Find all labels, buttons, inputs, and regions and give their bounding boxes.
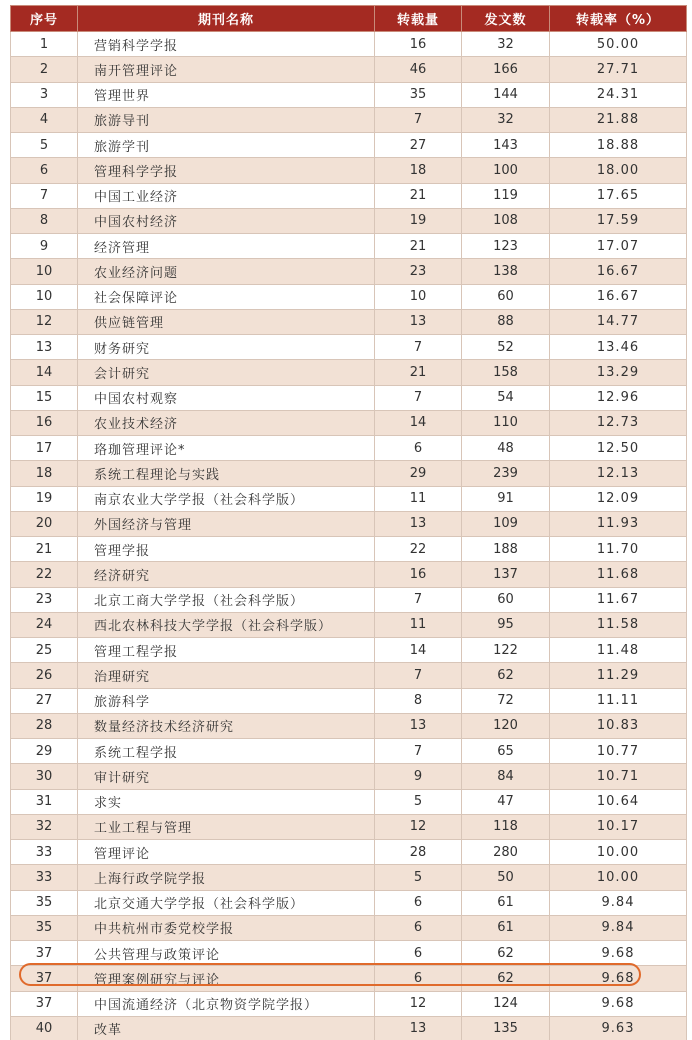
cell-journal-name: 管理学报 — [78, 537, 375, 562]
cell-reprint-count: 13 — [375, 511, 462, 536]
cell-reprint-count: 22 — [375, 537, 462, 562]
table-row — [11, 865, 687, 890]
cell-index: 9 — [11, 234, 78, 259]
cell-journal-name: 管理工程学报 — [78, 638, 375, 663]
cell-reprint-count: 21 — [375, 183, 462, 208]
table-row — [11, 537, 687, 562]
cell-journal-name: 上海行政学院学报 — [78, 865, 375, 890]
cell-journal-name: 社会保障评论 — [78, 284, 375, 309]
cell-reprint-count: 16 — [375, 32, 462, 57]
cell-journal-name: 系统工程理论与实践 — [78, 461, 375, 486]
cell-journal-name: 中国工业经济 — [78, 183, 375, 208]
journal-reprint-table — [10, 5, 687, 1040]
cell-publish-count: 108 — [462, 208, 550, 233]
cell-index: 37 — [11, 966, 78, 991]
cell-reprint-rate: 12.13 — [550, 461, 687, 486]
cell-index: 35 — [11, 915, 78, 940]
table-row — [11, 436, 687, 461]
cell-journal-name: 营销科学学报 — [78, 32, 375, 57]
table-row — [11, 1016, 687, 1040]
table-row — [11, 234, 687, 259]
cell-reprint-count: 7 — [375, 107, 462, 132]
cell-publish-count: 109 — [462, 511, 550, 536]
cell-index: 35 — [11, 890, 78, 915]
cell-reprint-rate: 16.67 — [550, 259, 687, 284]
cell-journal-name: 管理案例研究与评论 — [78, 966, 375, 991]
cell-reprint-count: 14 — [375, 638, 462, 663]
cell-index: 24 — [11, 612, 78, 637]
cell-publish-count: 120 — [462, 713, 550, 738]
cell-index: 40 — [11, 1016, 78, 1040]
table-row — [11, 360, 687, 385]
cell-index: 31 — [11, 789, 78, 814]
cell-journal-name: 外国经济与管理 — [78, 511, 375, 536]
cell-reprint-count: 7 — [375, 385, 462, 410]
cell-publish-count: 32 — [462, 107, 550, 132]
table-row — [11, 890, 687, 915]
cell-index: 33 — [11, 865, 78, 890]
cell-reprint-count: 18 — [375, 158, 462, 183]
cell-index: 7 — [11, 183, 78, 208]
cell-journal-name: 农业经济问题 — [78, 259, 375, 284]
table-row — [11, 814, 687, 839]
cell-index: 10 — [11, 259, 78, 284]
cell-publish-count: 88 — [462, 309, 550, 334]
table-row — [11, 587, 687, 612]
cell-index: 32 — [11, 814, 78, 839]
cell-reprint-count: 7 — [375, 739, 462, 764]
cell-reprint-rate: 17.07 — [550, 234, 687, 259]
cell-journal-name: 系统工程学报 — [78, 739, 375, 764]
cell-publish-count: 118 — [462, 814, 550, 839]
cell-publish-count: 60 — [462, 587, 550, 612]
cell-reprint-rate: 11.67 — [550, 587, 687, 612]
cell-reprint-rate: 27.71 — [550, 57, 687, 82]
table-row — [11, 511, 687, 536]
table-row — [11, 32, 687, 57]
table-body — [11, 32, 687, 1040]
cell-journal-name: 北京工商大学学报（社会科学版） — [78, 587, 375, 612]
table-row — [11, 57, 687, 82]
cell-publish-count: 110 — [462, 410, 550, 435]
cell-reprint-count: 7 — [375, 663, 462, 688]
cell-publish-count: 47 — [462, 789, 550, 814]
cell-index: 12 — [11, 309, 78, 334]
cell-index: 1 — [11, 32, 78, 57]
cell-reprint-rate: 12.96 — [550, 385, 687, 410]
table-row — [11, 915, 687, 940]
cell-index: 8 — [11, 208, 78, 233]
cell-reprint-count: 6 — [375, 436, 462, 461]
cell-publish-count: 32 — [462, 32, 550, 57]
cell-index: 5 — [11, 133, 78, 158]
cell-index: 16 — [11, 410, 78, 435]
cell-reprint-count: 11 — [375, 486, 462, 511]
cell-index: 21 — [11, 537, 78, 562]
cell-journal-name: 求实 — [78, 789, 375, 814]
cell-index: 13 — [11, 335, 78, 360]
cell-journal-name: 农业技术经济 — [78, 410, 375, 435]
cell-reprint-count: 13 — [375, 1016, 462, 1040]
cell-publish-count: 122 — [462, 638, 550, 663]
table-row — [11, 259, 687, 284]
cell-reprint-rate: 9.84 — [550, 890, 687, 915]
header-reprint-rate: 转载率（%） — [550, 6, 687, 32]
cell-reprint-count: 28 — [375, 840, 462, 865]
table-row — [11, 638, 687, 663]
cell-reprint-rate: 50.00 — [550, 32, 687, 57]
table-row — [11, 688, 687, 713]
cell-reprint-count: 6 — [375, 941, 462, 966]
cell-publish-count: 124 — [462, 991, 550, 1016]
cell-publish-count: 188 — [462, 537, 550, 562]
cell-reprint-rate: 11.58 — [550, 612, 687, 637]
cell-reprint-count: 13 — [375, 309, 462, 334]
table-row — [11, 612, 687, 637]
cell-reprint-rate: 10.71 — [550, 764, 687, 789]
cell-reprint-rate: 9.68 — [550, 941, 687, 966]
cell-reprint-count: 9 — [375, 764, 462, 789]
table-row — [11, 133, 687, 158]
cell-index: 22 — [11, 562, 78, 587]
cell-journal-name: 管理评论 — [78, 840, 375, 865]
cell-publish-count: 52 — [462, 335, 550, 360]
cell-reprint-rate: 11.48 — [550, 638, 687, 663]
cell-reprint-count: 21 — [375, 234, 462, 259]
cell-reprint-rate: 24.31 — [550, 82, 687, 107]
table-row — [11, 739, 687, 764]
cell-journal-name: 中国农村观察 — [78, 385, 375, 410]
cell-journal-name: 西北农林科技大学学报（社会科学版） — [78, 612, 375, 637]
cell-journal-name: 供应链管理 — [78, 309, 375, 334]
cell-reprint-count: 5 — [375, 865, 462, 890]
cell-reprint-rate: 14.77 — [550, 309, 687, 334]
cell-reprint-count: 11 — [375, 612, 462, 637]
header-publish-count: 发文数 — [462, 6, 550, 32]
cell-reprint-count: 21 — [375, 360, 462, 385]
cell-reprint-rate: 17.59 — [550, 208, 687, 233]
cell-journal-name: 旅游学刊 — [78, 133, 375, 158]
cell-index: 37 — [11, 941, 78, 966]
cell-reprint-count: 27 — [375, 133, 462, 158]
cell-reprint-rate: 13.46 — [550, 335, 687, 360]
cell-index: 33 — [11, 840, 78, 865]
table-row — [11, 335, 687, 360]
cell-index: 19 — [11, 486, 78, 511]
cell-reprint-rate: 16.67 — [550, 284, 687, 309]
table-row-highlighted — [11, 966, 687, 991]
cell-reprint-count: 12 — [375, 814, 462, 839]
cell-journal-name: 中国农村经济 — [78, 208, 375, 233]
cell-publish-count: 137 — [462, 562, 550, 587]
cell-publish-count: 123 — [462, 234, 550, 259]
cell-publish-count: 100 — [462, 158, 550, 183]
cell-journal-name: 旅游科学 — [78, 688, 375, 713]
cell-index: 10 — [11, 284, 78, 309]
cell-reprint-rate: 17.65 — [550, 183, 687, 208]
cell-publish-count: 72 — [462, 688, 550, 713]
cell-reprint-count: 5 — [375, 789, 462, 814]
cell-publish-count: 60 — [462, 284, 550, 309]
cell-reprint-rate: 11.68 — [550, 562, 687, 587]
cell-reprint-count: 6 — [375, 890, 462, 915]
cell-index: 2 — [11, 57, 78, 82]
cell-publish-count: 65 — [462, 739, 550, 764]
cell-publish-count: 138 — [462, 259, 550, 284]
table-row — [11, 789, 687, 814]
table-row — [11, 385, 687, 410]
table-row — [11, 309, 687, 334]
cell-publish-count: 166 — [462, 57, 550, 82]
table-row — [11, 991, 687, 1016]
header-index: 序号 — [11, 6, 78, 32]
cell-journal-name: 管理科学学报 — [78, 158, 375, 183]
cell-reprint-rate: 9.63 — [550, 1016, 687, 1040]
cell-reprint-rate: 9.68 — [550, 966, 687, 991]
cell-publish-count: 61 — [462, 890, 550, 915]
table-row — [11, 82, 687, 107]
cell-publish-count: 144 — [462, 82, 550, 107]
cell-journal-name: 数量经济技术经济研究 — [78, 713, 375, 738]
cell-index: 28 — [11, 713, 78, 738]
cell-index: 23 — [11, 587, 78, 612]
cell-journal-name: 中共杭州市委党校学报 — [78, 915, 375, 940]
cell-publish-count: 48 — [462, 436, 550, 461]
cell-publish-count: 62 — [462, 663, 550, 688]
cell-reprint-rate: 10.00 — [550, 865, 687, 890]
cell-index: 30 — [11, 764, 78, 789]
cell-publish-count: 91 — [462, 486, 550, 511]
cell-reprint-count: 14 — [375, 410, 462, 435]
cell-publish-count: 135 — [462, 1016, 550, 1040]
table-row — [11, 486, 687, 511]
cell-journal-name: 治理研究 — [78, 663, 375, 688]
cell-publish-count: 143 — [462, 133, 550, 158]
table-row — [11, 713, 687, 738]
cell-publish-count: 54 — [462, 385, 550, 410]
cell-publish-count: 61 — [462, 915, 550, 940]
cell-index: 27 — [11, 688, 78, 713]
cell-reprint-count: 7 — [375, 587, 462, 612]
cell-reprint-rate: 11.70 — [550, 537, 687, 562]
cell-index: 25 — [11, 638, 78, 663]
cell-index: 14 — [11, 360, 78, 385]
cell-index: 18 — [11, 461, 78, 486]
table-row — [11, 461, 687, 486]
cell-index: 20 — [11, 511, 78, 536]
cell-index: 37 — [11, 991, 78, 1016]
cell-reprint-rate: 12.73 — [550, 410, 687, 435]
cell-reprint-count: 46 — [375, 57, 462, 82]
cell-journal-name: 中国流通经济（北京物资学院学报） — [78, 991, 375, 1016]
table-row — [11, 107, 687, 132]
table-row — [11, 764, 687, 789]
cell-journal-name: 南京农业大学学报（社会科学版） — [78, 486, 375, 511]
cell-reprint-count: 6 — [375, 966, 462, 991]
cell-publish-count: 239 — [462, 461, 550, 486]
cell-journal-name: 审计研究 — [78, 764, 375, 789]
cell-reprint-rate: 12.50 — [550, 436, 687, 461]
cell-publish-count: 50 — [462, 865, 550, 890]
table-row — [11, 663, 687, 688]
table-row — [11, 562, 687, 587]
table-row — [11, 840, 687, 865]
cell-journal-name: 改革 — [78, 1016, 375, 1040]
cell-reprint-rate: 12.09 — [550, 486, 687, 511]
cell-publish-count: 62 — [462, 966, 550, 991]
cell-publish-count: 62 — [462, 941, 550, 966]
table-row — [11, 208, 687, 233]
table-row — [11, 941, 687, 966]
cell-index: 17 — [11, 436, 78, 461]
cell-reprint-count: 16 — [375, 562, 462, 587]
cell-reprint-count: 12 — [375, 991, 462, 1016]
cell-publish-count: 95 — [462, 612, 550, 637]
cell-reprint-count: 8 — [375, 688, 462, 713]
cell-reprint-rate: 11.11 — [550, 688, 687, 713]
cell-index: 15 — [11, 385, 78, 410]
header-reprint-count: 转载量 — [375, 6, 462, 32]
table-row — [11, 284, 687, 309]
cell-journal-name: 经济管理 — [78, 234, 375, 259]
cell-publish-count: 84 — [462, 764, 550, 789]
cell-publish-count: 158 — [462, 360, 550, 385]
cell-reprint-rate: 10.77 — [550, 739, 687, 764]
header-row — [11, 6, 687, 32]
cell-journal-name: 南开管理评论 — [78, 57, 375, 82]
cell-index: 26 — [11, 663, 78, 688]
cell-journal-name: 旅游导刊 — [78, 107, 375, 132]
cell-journal-name: 工业工程与管理 — [78, 814, 375, 839]
table-row — [11, 158, 687, 183]
cell-reprint-rate: 10.17 — [550, 814, 687, 839]
cell-reprint-rate: 18.00 — [550, 158, 687, 183]
cell-reprint-rate: 18.88 — [550, 133, 687, 158]
cell-reprint-rate: 10.83 — [550, 713, 687, 738]
cell-reprint-rate: 11.93 — [550, 511, 687, 536]
table-row — [11, 410, 687, 435]
cell-reprint-rate: 10.00 — [550, 840, 687, 865]
cell-reprint-rate: 11.29 — [550, 663, 687, 688]
cell-journal-name: 经济研究 — [78, 562, 375, 587]
cell-reprint-count: 35 — [375, 82, 462, 107]
cell-journal-name: 公共管理与政策评论 — [78, 941, 375, 966]
cell-journal-name: 珞珈管理评论* — [78, 436, 375, 461]
cell-reprint-count: 23 — [375, 259, 462, 284]
cell-reprint-count: 10 — [375, 284, 462, 309]
cell-index: 3 — [11, 82, 78, 107]
cell-reprint-count: 29 — [375, 461, 462, 486]
cell-publish-count: 280 — [462, 840, 550, 865]
cell-reprint-rate: 21.88 — [550, 107, 687, 132]
cell-reprint-count: 19 — [375, 208, 462, 233]
cell-index: 6 — [11, 158, 78, 183]
cell-reprint-rate: 9.84 — [550, 915, 687, 940]
cell-reprint-rate: 13.29 — [550, 360, 687, 385]
cell-journal-name: 北京交通大学学报（社会科学版） — [78, 890, 375, 915]
cell-reprint-rate: 10.64 — [550, 789, 687, 814]
table-header — [11, 6, 687, 32]
header-journal-name: 期刊名称 — [78, 6, 375, 32]
cell-index: 4 — [11, 107, 78, 132]
cell-publish-count: 119 — [462, 183, 550, 208]
cell-journal-name: 财务研究 — [78, 335, 375, 360]
cell-reprint-rate: 9.68 — [550, 991, 687, 1016]
cell-reprint-count: 6 — [375, 915, 462, 940]
table-row — [11, 183, 687, 208]
cell-index: 29 — [11, 739, 78, 764]
cell-journal-name: 会计研究 — [78, 360, 375, 385]
cell-journal-name: 管理世界 — [78, 82, 375, 107]
cell-reprint-count: 13 — [375, 713, 462, 738]
cell-reprint-count: 7 — [375, 335, 462, 360]
